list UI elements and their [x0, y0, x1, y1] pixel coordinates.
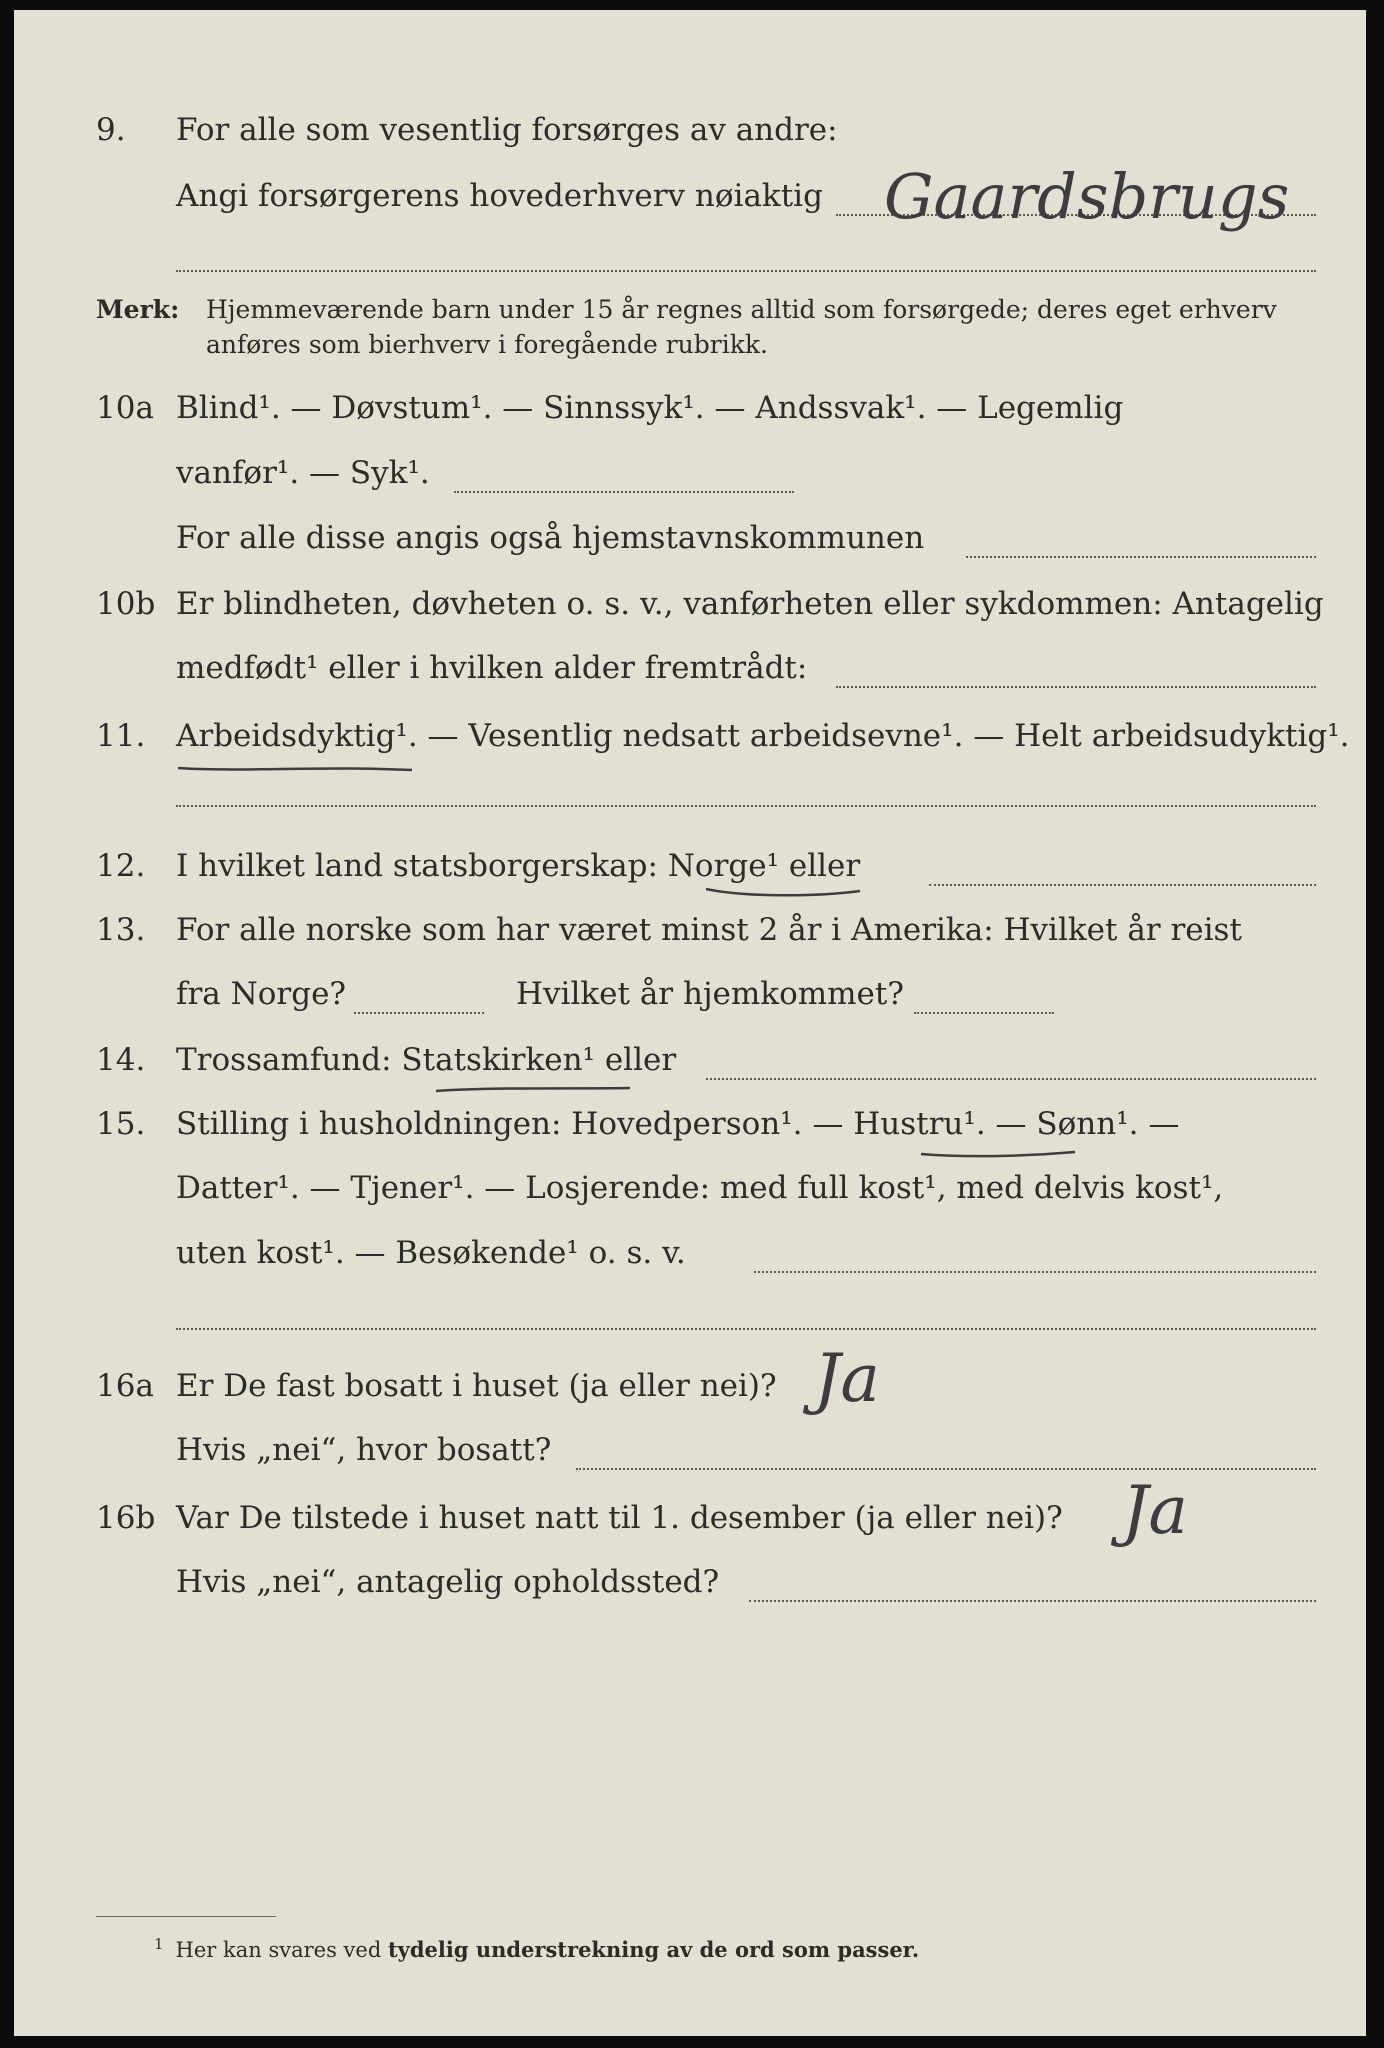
footnote-text-b: tydelig understrekning av de ord som passer. [387, 1937, 920, 1962]
q16b-text-1: Var De tilstede i huset natt til 1. desember (ja eller nei)? [176, 1500, 1063, 1536]
q13-row-2 [14, 976, 1366, 1024]
merk-row-1 [14, 295, 1366, 331]
q16b-number: 16b [96, 1500, 156, 1536]
q13-text-2b: Hvilket år hjemkommet? [516, 976, 904, 1012]
q16a-row-1 [14, 1368, 1366, 1416]
q10a-row-2 [14, 455, 1366, 503]
q10a-row-1 [14, 390, 1366, 438]
q9-text-2: Angi forsørgerens hovederhverv nøiaktig [176, 178, 823, 214]
q14-underline-mark [434, 1083, 634, 1097]
footnote-mark: 1 [154, 1935, 164, 1953]
footnote-text-a: Her kan svares ved [175, 1938, 388, 1962]
q9-row-1 [14, 112, 1366, 160]
merk-row-2 [14, 330, 1366, 366]
q13-hjemkommet-line [914, 1012, 1054, 1014]
q16b-text-2: Hvis „nei“, antagelig opholdssted? [176, 1564, 720, 1600]
footnote [154, 1935, 919, 1962]
q13-text-2a: fra Norge? [176, 976, 347, 1012]
q16b-answer-line [749, 1600, 1316, 1602]
q15-text-1: Stilling i husholdningen: Hovedperson¹. — Hustru¹. — Sønn¹. — [176, 1106, 1180, 1142]
q12-answer-line [929, 884, 1316, 886]
merk-text-1: Hjemmeværende barn under 15 år regnes alltid som forsørgede; deres eget erhverv [206, 295, 1277, 324]
q14-text-1: Trossamfund: Statskirken¹ eller [176, 1042, 677, 1078]
q15-text-3: uten kost¹. — Besøkende¹ o. s. v. [176, 1235, 686, 1271]
q11-underline-mark [176, 762, 416, 776]
q15-row-1 [14, 1106, 1366, 1154]
q10a-row-3 [14, 520, 1366, 568]
q12-number: 12. [96, 848, 146, 884]
footnote-rule [96, 1916, 276, 1917]
q10b-answer-line [836, 686, 1316, 688]
q15-row-3 [14, 1235, 1366, 1283]
q16b-handwritten-answer: Ja [1122, 1472, 1188, 1549]
q10b-row-1 [14, 586, 1366, 634]
q13-reist-line [354, 1012, 484, 1014]
q10a-kommune-line [966, 556, 1316, 558]
q10b-number: 10b [96, 586, 156, 622]
q15-underline-mark [919, 1148, 1079, 1162]
q10a-text-2: vanfør¹. — Syk¹. [176, 455, 430, 491]
q10a-text-3: For alle disse angis også hjemstavnskommunen [176, 520, 925, 556]
q12-text-1: I hvilket land statsborgerskap: Norge¹ eller [176, 848, 861, 884]
q9-number: 9. [96, 112, 126, 148]
q13-number: 13. [96, 912, 146, 948]
q10a-number: 10a [96, 390, 154, 426]
q14-answer-line [706, 1078, 1316, 1080]
q10b-text-1: Er blindheten, døvheten o. s. v., vanførheten eller sykdommen: Antagelig [176, 586, 1324, 622]
q16a-answer-line [576, 1468, 1316, 1470]
q13-text-1: For alle norske som har været minst 2 år i Amerika: Hvilket år reist [176, 912, 1242, 948]
q16b-row-2 [14, 1564, 1366, 1612]
q15-number: 15. [96, 1106, 146, 1142]
q15-text-2: Datter¹. — Tjener¹. — Losjerende: med full kost¹, med delvis kost¹, [176, 1170, 1224, 1206]
q9-handwritten-answer: Gaardsbrugs [884, 160, 1290, 233]
q11-row-1 [14, 718, 1366, 766]
q12-row-1 [14, 848, 1366, 896]
q14-number: 14. [96, 1042, 146, 1078]
q11-number: 11. [96, 718, 146, 754]
q9-text-1: For alle som vesentlig forsørges av andre: [176, 112, 838, 148]
q12-underline-mark [704, 885, 864, 901]
q13-row-1 [14, 912, 1366, 960]
q10b-row-2 [14, 650, 1366, 698]
merk-text-2: anføres som bierhverv i foregående rubrikk. [206, 330, 768, 359]
q10a-syk-line [454, 491, 794, 493]
q10a-text-1: Blind¹. — Døvstum¹. — Sinnssyk¹. — Andssvak¹. — Legemlig [176, 390, 1124, 426]
q16a-handwritten-answer: Ja [814, 1340, 880, 1417]
q9-extra-line [176, 270, 1316, 272]
q15-extra-line [176, 1328, 1316, 1330]
q14-row-1 [14, 1042, 1366, 1090]
q15-answer-line [754, 1271, 1316, 1273]
q11-text-1: Arbeidsdyktig¹. — Vesentlig nedsatt arbeidsevne¹. — Helt arbeidsudyktig¹. [176, 718, 1350, 754]
q16a-text-1: Er De fast bosatt i huset (ja eller nei)? [176, 1368, 777, 1404]
q15-row-2 [14, 1170, 1366, 1218]
q16a-text-2: Hvis „nei“, hvor bosatt? [176, 1432, 552, 1468]
census-form-page [14, 10, 1366, 2036]
q16a-number: 16a [96, 1368, 154, 1404]
merk-label: Merk: [96, 295, 180, 324]
q10b-text-2: medfødt¹ eller i hvilken alder fremtrådt: [176, 650, 808, 686]
q11-extra-line [176, 805, 1316, 807]
